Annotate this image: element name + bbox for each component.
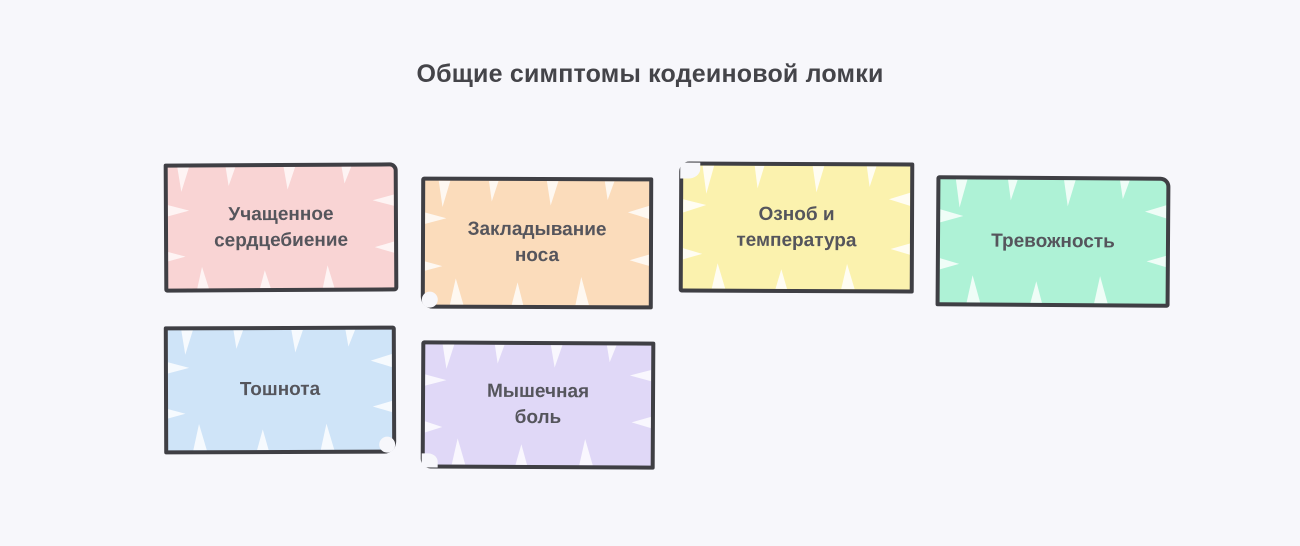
symptom-card-label: Закладывание носа (467, 219, 607, 267)
symptom-card-nausea (164, 326, 396, 455)
symptom-card-label: Тревожность (991, 230, 1115, 253)
symptom-card-anxiety (936, 175, 1171, 308)
page-title: Общие симптомы кодеиновой ломки (416, 60, 884, 88)
symptom-card-muscle-pain (421, 340, 656, 469)
symptom-card-chills-fever (679, 161, 915, 293)
symptom-card-label: Учащенное сердцебиение (213, 203, 349, 251)
symptom-card-heart-rate (164, 162, 399, 292)
symptom-card-label: Озноб и температура (736, 203, 857, 251)
symptom-card-label: Тошнота (239, 379, 321, 401)
symptom-card-nasal-congestion (421, 177, 653, 310)
symptom-card-label: Мышечная боль (486, 381, 590, 429)
